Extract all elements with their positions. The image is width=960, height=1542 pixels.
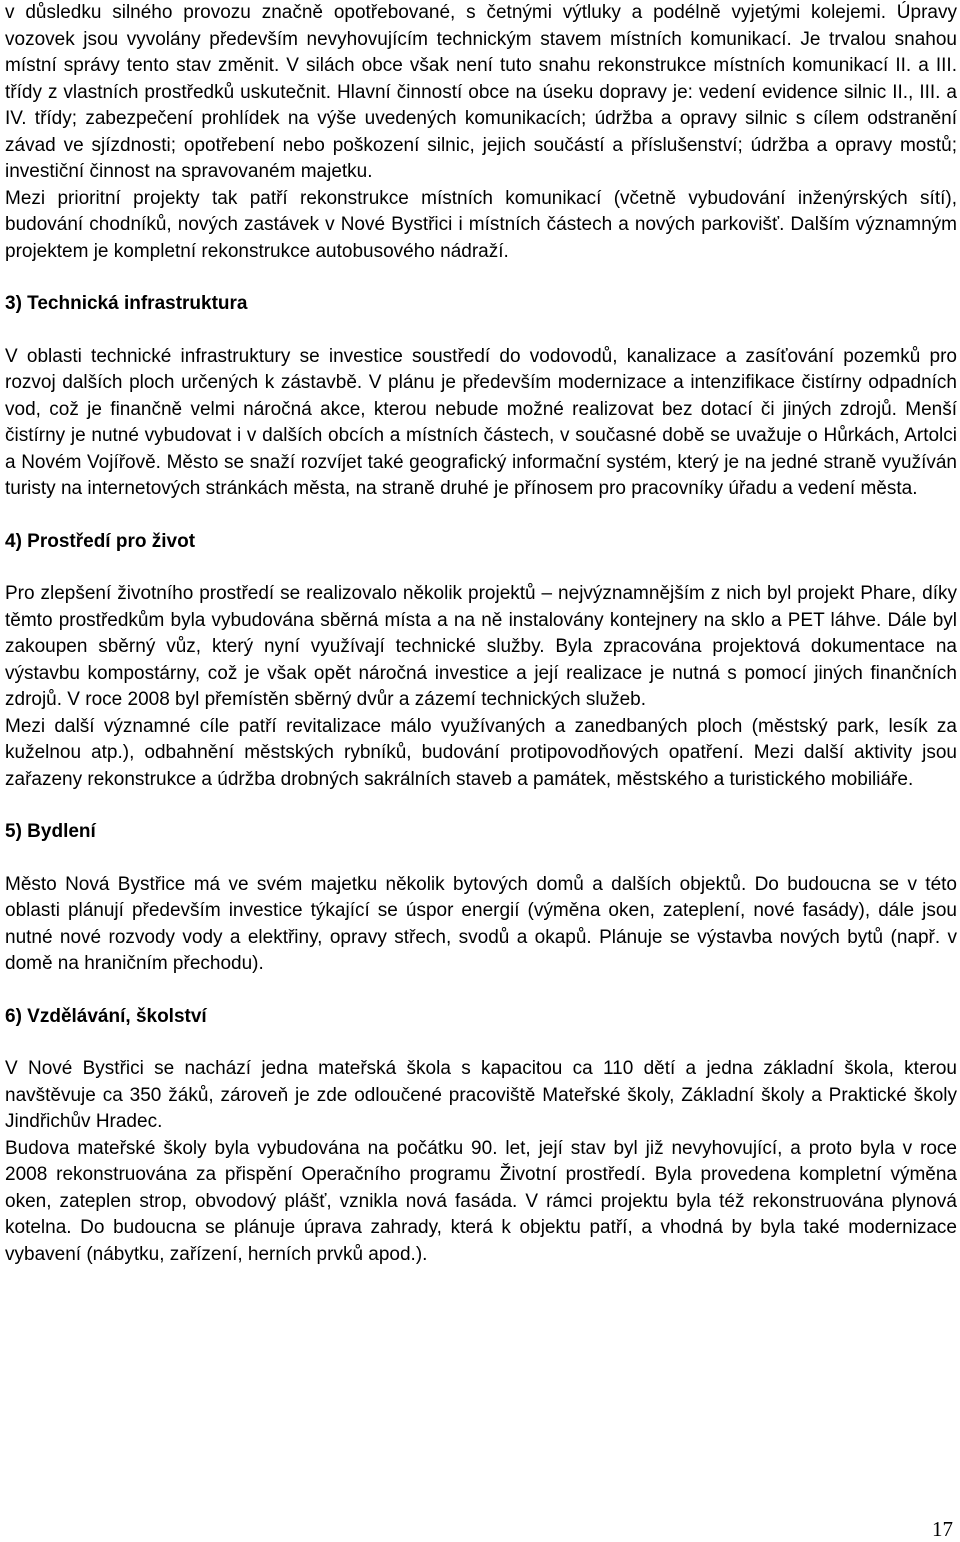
document-page xyxy=(5,0,957,1268)
paragraph: Budova mateřské školy byla vybudována na počátku 90. let, její stav byl již nevyhovující, a proto byla v roce 2008 rekonstruována za přispění Operačního programu Životní prostředí. Byla provedena kompletní výměna oken, zateplen strop, obvodový plášť, vznikla nová fasáda. V rámci projektu byla též rekonstruována plynová kotelna. Do budoucna se plánuje úprava zahrady, která k objektu patří, a vhodná by byla také modernizace vybavení (nábytku, zařízení, herních prvků apod.). xyxy=(5,1137,957,1265)
paragraph: v důsledku silného provozu značně opotřebované, s četnými výtluky a podélně vyjetými kolejemi. Úpravy vozovek jsou vyvolány především nevyhovujícím technickým stavem místních komunikací. Je trvalou snahou místní správy tento stav změnit. V silách obce však není tuto snahu rekonstrukce místních komunikací II. a III. třídy z vlastních prostředků uskutečnit. Hlavní činností obce na úseku dopravy je: vedení evidence silnic II., III. a IV. třídy; zabezpečení prohlídek na výše uvedených komunikacích; údržba a opravy silnic s cílem odstranění závad ve sjízdnosti; opotřebení nebo poškození silnic, jejich součástí a příslušenství; údržba a opravy mostů; investiční činnost na spravovaném majetku. xyxy=(5,2,957,182)
page-number: 17 xyxy=(932,1517,953,1541)
section-heading: 3) Technická infrastruktura xyxy=(5,293,248,314)
paragraph: Mezi další významné cíle patří revitalizace málo využívaných a zanedbaných ploch (městský park, lesík za kuželnou atp.), odbahnění městských rybníků, budování protipovodňových opatření. Mezi další aktivity jsou zařazeny rekonstrukce a údržba drobných sakrálních staveb a památek, městského a turistického mobiliáře. xyxy=(5,715,957,790)
paragraph: V Nové Bystřici se nachází jedna mateřská škola s kapacitou ca 110 dětí a jedna základní škola, kterou navštěvuje ca 350 žáků, zároveň je zde odloučené pracoviště Mateřské školy, Základní školy a Praktické školy Jindřichův Hradec. xyxy=(5,1058,957,1132)
section-heading: 5) Bydlení xyxy=(5,821,96,842)
section-heading: 6) Vzdělávání, školství xyxy=(5,1005,207,1027)
paragraph: V oblasti technické infrastruktury se investice soustředí do vodovodů, kanalizace a zasíťování pozemků pro rozvoj dalších ploch určených k zástavbě. V plánu je především modernizace a intenzifikace čistírny odpadních vod, což je finančně velmi náročná akce, kterou nebude možné realizovat bez dotací či jiných zdrojů. Menší čistírny je nutné vybudovat i v dalších obcích a místních částech, v současné době se uvažuje o Hůrkách, Artolci a Novém Vojířově. Město se snaží rozvíjet také geografický informační systém, který je na jedné straně využíván turisty na internetových stránkách města, na straně druhé je přínosem pro pracovníky úřadu a vedení města. xyxy=(5,345,957,499)
paragraph: Mezi prioritní projekty tak patří rekonstrukce místních komunikací (včetně vybudování inženýrských sítí), budování chodníků, nových zastávek v Nové Bystřici i místních částech a nových parkovišť. Dalším významným projektem je kompletní rekonstrukce autobusového nádraží. xyxy=(5,187,957,262)
section-heading: 4) Prostředí pro život xyxy=(5,530,196,552)
paragraph: Pro zlepšení životního prostředí se realizovalo několik projektů – nejvýznamnějším z nich byl projekt Phare, díky těmto prostředkům byla vybudována sběrná místa a na ně instalovány kontejnery na sklo a PET láhve. Dále byl zakoupen sběrný vůz, který nyní využívají technické služby. Byla zpracována projektová dokumentace na výstavbu kompostárny, což je však opět náročná investice a její realizace je nutná s pomocí jiných finančních zdrojů. V roce 2008 byl přemístěn sběrný dvůr a zázemí technických služeb. xyxy=(5,583,957,710)
paragraph: Město Nová Bystřice má ve svém majetku několik bytových domů a dalších objektů. Do budoucna se v této oblasti plánují především investice týkající se úspor energií (výměna oken, zateplení, nové fasády), dále jsou nutné nové rozvody vody a elektřiny, opravy střech, svodů a okapů. Plánuje se výstavba nových bytů (např. v domě na hraničním přechodu). xyxy=(5,873,957,974)
